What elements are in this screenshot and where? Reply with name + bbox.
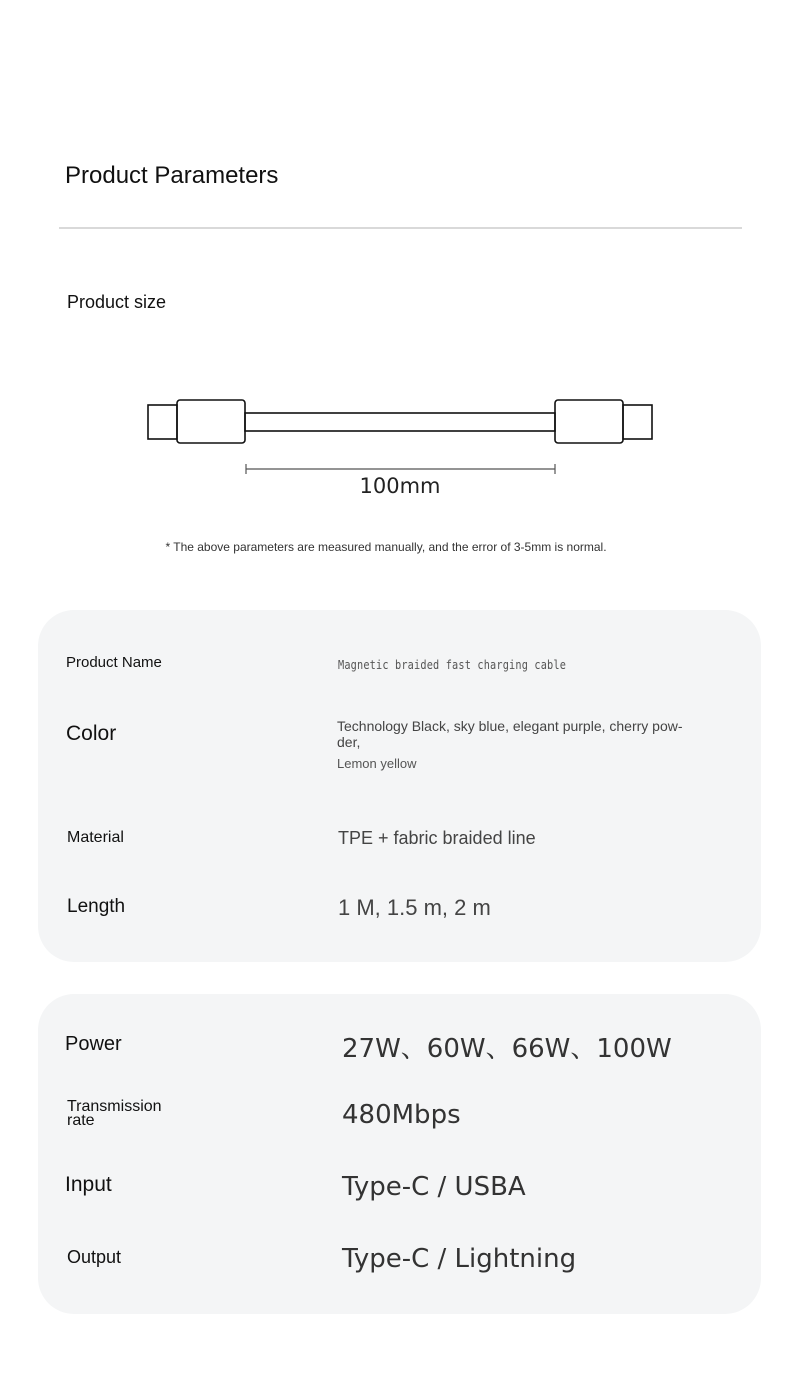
input-value: Type-C / USBA [342,1172,526,1202]
color-value-line2: der, [337,734,361,750]
title-divider [59,227,742,229]
electrical-specs-card [38,994,761,1314]
length-label: Length [67,896,126,917]
output-label: Output [67,1247,122,1267]
cable-line [245,413,555,431]
color-value-line1: Technology Black, sky blue, elegant purple, cherry pow- [337,718,683,734]
material-value: TPE + fabric braided line [338,828,536,848]
right-connector-body [555,400,623,443]
power-label: Power [65,1033,122,1055]
color-label: Color [66,722,117,745]
page-title: Product Parameters [65,162,279,189]
left-connector-tip [148,405,177,439]
material-label: Material [67,829,124,846]
input-label: Input [65,1173,112,1196]
basic-specs-card [38,610,761,962]
dimension-label: 100mm [359,474,441,498]
left-connector-body [177,400,245,443]
output-value: Type-C / Lightning [342,1244,577,1274]
power-value: 27W、60W、66W、100W [342,1034,672,1064]
product-name-label: Product Name [66,654,162,671]
product-name-value: Magnetic braided fast charging cable [338,657,567,672]
measurement-note: * The above parameters are measured manually, and the error of 3-5mm is normal. [165,540,607,554]
transmission-rate-label-line1: Transmission [67,1098,162,1115]
color-value-line3: Lemon yellow [337,756,417,771]
right-connector-tip [623,405,652,439]
transmission-rate-label-line2: rate [67,1112,95,1129]
product-size-heading: Product size [67,292,167,312]
transmission-rate-value: 480Mbps [342,1100,461,1130]
length-value: 1 M, 1.5 m, 2 m [338,895,491,920]
